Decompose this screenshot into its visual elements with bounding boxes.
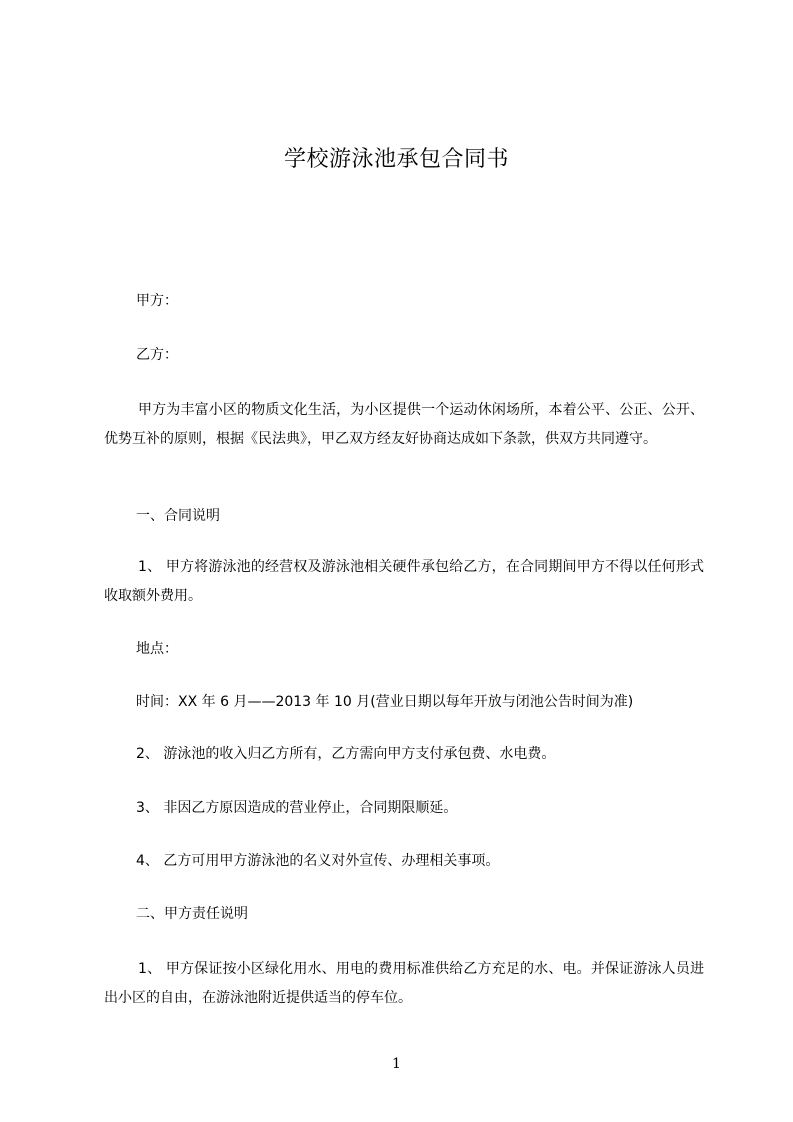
party-a-label: 甲方：: [136, 293, 178, 309]
time-line: 时间：XX 年 6 月——2013 年 10 月(营业日期以每年开放与闭池公告时间为准): [136, 694, 634, 710]
intro-paragraph: [104, 396, 704, 454]
section-1-item-1-text: 1、 甲方将游泳池的经营权及游泳池相关硬件承包给乙方，在合同期间甲方不得以任何形式收取额外费用。: [104, 559, 704, 604]
section-2-item-1-text: 1、 甲方保证按小区绿化用水、用电的费用标准供给乙方充足的水、电。并保证游泳人员进出小区的自由，在游泳池附近提供适当的停车位。: [104, 961, 704, 1006]
section-1-item-4: 4、 乙方可用甲方游泳池的名义对外宣传、办理相关事项。: [136, 853, 500, 869]
page-number: 1: [392, 1056, 401, 1072]
section-1-item-3: 3、 非因乙方原因造成的营业停止，合同期限顺延。: [136, 800, 458, 816]
document-title: 学校游泳池承包合同书: [283, 147, 509, 172]
intro-text: 甲方为丰富小区的物质文化生活，为小区提供一个运动休闲场所，本着公平、公正、公开、优势互补的原则，根据《民法典》，甲乙双方经友好协商达成如下条款，供双方共同遵守。: [104, 402, 704, 447]
section-1-item-1: [104, 553, 704, 611]
section-1-item-2: 2、 游泳池的收入归乙方所有，乙方需向甲方支付承包费、水电费。: [136, 746, 556, 762]
location-label: 地点：: [136, 641, 178, 657]
party-b-label: 乙方：: [136, 347, 178, 363]
section-1-heading: 一、合同说明: [136, 508, 220, 524]
section-2-item-1: [104, 955, 704, 1013]
section-2-heading: 二、甲方责任说明: [136, 906, 248, 922]
